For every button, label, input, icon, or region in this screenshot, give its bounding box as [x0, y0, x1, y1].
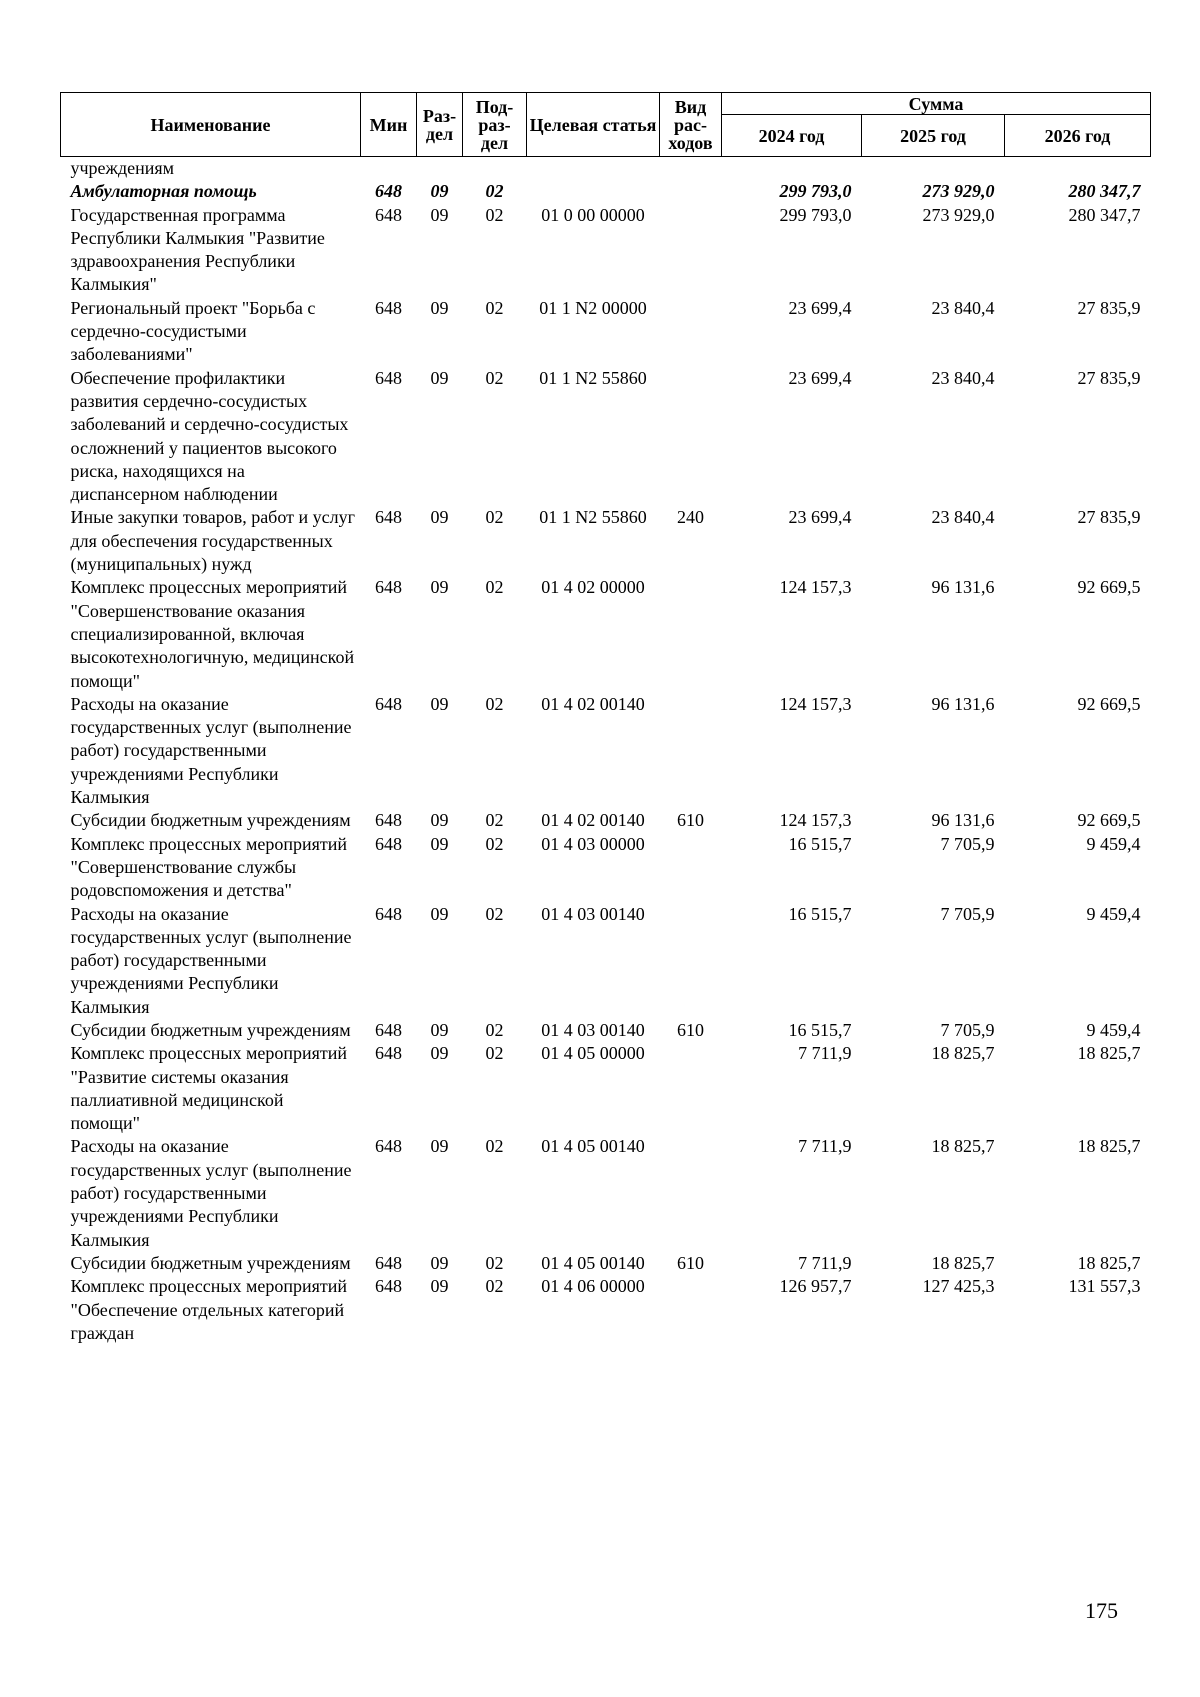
- cell-name: Иные закупки товаров, работ и услуг для обеспечения государственных (муниципальных) нужд: [70, 507, 355, 575]
- cell-podrazdel: 02: [485, 204, 504, 225]
- cell-podrazdel: 02: [485, 297, 504, 318]
- cell-2025: 127 425,3: [922, 1276, 995, 1297]
- cell-2024: 7 711,9: [798, 1252, 852, 1273]
- cell-2025: 7 705,9: [940, 1019, 995, 1040]
- cell-2026: 92 669,5: [1077, 577, 1141, 598]
- cell-podrazdel: 02: [485, 577, 504, 598]
- cell-name: Региональный проект "Борьба с сердечно-сосудистыми заболеваниями": [70, 297, 316, 365]
- cell-vid: 610: [677, 810, 704, 831]
- table-row: [61, 367, 1151, 507]
- cell-celevaya: [527, 180, 660, 203]
- header-celevaya: Целевая статья: [527, 93, 660, 157]
- table-header: [61, 93, 1151, 157]
- cell-vid: [660, 297, 722, 367]
- cell-min: 648: [375, 1136, 402, 1157]
- cell-razdel: [417, 157, 463, 181]
- cell-2024: 23 699,4: [788, 507, 852, 528]
- cell-2025: 18 825,7: [931, 1136, 995, 1157]
- cell-celevaya: 01 1 N2 55860: [539, 367, 647, 388]
- table-row: [61, 1019, 1151, 1042]
- cell-name: Субсидии бюджетным учреждениям: [70, 1019, 351, 1040]
- header-razdel: Раз-дел: [417, 93, 463, 157]
- cell-razdel: 09: [430, 1276, 449, 1297]
- cell-min: 648: [375, 577, 402, 598]
- cell-2026: 18 825,7: [1077, 1043, 1141, 1064]
- cell-2025: 23 840,4: [931, 367, 995, 388]
- cell-min: 648: [375, 297, 402, 318]
- cell-2025: 96 131,6: [931, 577, 995, 598]
- table-row: [61, 1135, 1151, 1251]
- cell-vid: [660, 367, 722, 507]
- cell-razdel: 09: [430, 507, 449, 528]
- cell-podrazdel: 02: [485, 507, 504, 528]
- cell-celevaya: 01 4 05 00000: [541, 1043, 645, 1064]
- cell-2024: 7 711,9: [798, 1136, 852, 1157]
- header-2026: 2026 год: [1005, 115, 1151, 157]
- cell-2025: 23 840,4: [931, 507, 995, 528]
- cell-celevaya: 01 4 03 00000: [541, 833, 645, 854]
- cell-razdel: 09: [430, 810, 449, 831]
- cell-2024: 124 157,3: [779, 810, 852, 831]
- cell-min: 648: [375, 1252, 402, 1273]
- cell-vid: [660, 180, 722, 203]
- cell-2026: 131 557,3: [1068, 1276, 1141, 1297]
- cell-name: Государственная программа Республики Калмыкия "Развитие здравоохранения Республики Калмыкия": [70, 204, 325, 295]
- cell-min: 648: [375, 1276, 402, 1297]
- cell-razdel: 09: [430, 1252, 449, 1273]
- table-row: [61, 297, 1151, 367]
- page-number: 175: [1085, 1598, 1118, 1623]
- cell-2026: 280 347,7: [1068, 181, 1141, 202]
- table-row: [61, 1252, 1151, 1275]
- cell-2025: 273 929,0: [922, 181, 995, 202]
- cell-razdel: 09: [430, 577, 449, 598]
- cell-min: 648: [375, 903, 402, 924]
- cell-2024: 16 515,7: [788, 1019, 852, 1040]
- table-row: [61, 693, 1151, 809]
- cell-vid: [660, 1135, 722, 1251]
- cell-2026: 18 825,7: [1077, 1252, 1141, 1273]
- cell-2026: 92 669,5: [1077, 693, 1141, 714]
- cell-name: Расходы на оказание государственных услуг (выполнение работ) государственными учреждениями Республики Калмыкия: [70, 903, 352, 1017]
- cell-2026: [1005, 157, 1151, 181]
- cell-2024: 23 699,4: [788, 297, 852, 318]
- cell-name: Субсидии бюджетным учреждениям: [70, 1252, 351, 1273]
- table-row: [61, 833, 1151, 903]
- cell-2025: 18 825,7: [931, 1252, 995, 1273]
- table-row: [61, 809, 1151, 832]
- cell-podrazdel: 02: [485, 693, 504, 714]
- cell-2024: [722, 157, 862, 181]
- cell-celevaya: 01 4 06 00000: [541, 1276, 645, 1297]
- cell-name: Комплекс процессных мероприятий "Обеспечение отдельных категорий граждан: [70, 1276, 348, 1343]
- cell-razdel: 09: [430, 903, 449, 924]
- cell-2024: 23 699,4: [788, 367, 852, 388]
- cell-vid: [660, 157, 722, 181]
- cell-min: [361, 157, 417, 181]
- cell-podrazdel: 02: [485, 181, 504, 202]
- cell-2025: 273 929,0: [922, 204, 995, 225]
- cell-2025: 96 131,6: [931, 810, 995, 831]
- table-row: [61, 1042, 1151, 1135]
- cell-razdel: 09: [430, 1136, 449, 1157]
- cell-razdel: 09: [430, 1019, 449, 1040]
- cell-celevaya: 01 4 03 00140: [541, 1019, 645, 1040]
- table-row: [61, 506, 1151, 576]
- cell-min: 648: [375, 181, 402, 202]
- cell-2025: 23 840,4: [931, 297, 995, 318]
- cell-celevaya: 01 4 02 00000: [541, 577, 645, 598]
- cell-vid: [660, 576, 722, 692]
- cell-min: 648: [375, 810, 402, 831]
- cell-2024: 16 515,7: [788, 833, 852, 854]
- cell-min: 648: [375, 833, 402, 854]
- cell-name: Субсидии бюджетным учреждениям: [70, 810, 351, 831]
- header-name: Наименование: [61, 93, 361, 157]
- cell-2026: 280 347,7: [1068, 204, 1141, 225]
- cell-2024: 124 157,3: [779, 693, 852, 714]
- cell-vid: 240: [677, 507, 704, 528]
- cell-razdel: 09: [430, 297, 449, 318]
- cell-celevaya: 01 1 N2 00000: [539, 297, 647, 318]
- cell-2024: 16 515,7: [788, 903, 852, 924]
- cell-vid: [660, 1042, 722, 1135]
- table-row: [61, 157, 1151, 181]
- cell-2026: 18 825,7: [1077, 1136, 1141, 1157]
- cell-razdel: 09: [430, 1043, 449, 1064]
- cell-2025: 96 131,6: [931, 693, 995, 714]
- header-summa: Сумма: [722, 93, 1151, 115]
- cell-min: 648: [375, 507, 402, 528]
- cell-podrazdel: 02: [485, 903, 504, 924]
- cell-2026: 92 669,5: [1077, 810, 1141, 831]
- cell-2026: 27 835,9: [1077, 507, 1141, 528]
- cell-2024: 124 157,3: [779, 577, 852, 598]
- cell-celevaya: 01 4 05 00140: [541, 1252, 645, 1273]
- cell-name: Комплекс процессных мероприятий "Совершенствование оказания специализированной, включая высокотехнологичную, медицинской помощи": [70, 577, 355, 691]
- table-body: [61, 157, 1151, 1346]
- cell-podrazdel: 02: [485, 810, 504, 831]
- cell-podrazdel: 02: [485, 1252, 504, 1273]
- cell-celevaya: [527, 157, 660, 181]
- cell-vid: [660, 693, 722, 809]
- cell-celevaya: 01 4 02 00140: [541, 810, 645, 831]
- cell-name: Комплекс процессных мероприятий "Развитие системы оказания паллиативной медицинской помощи": [70, 1043, 348, 1134]
- cell-celevaya: 01 4 03 00140: [541, 903, 645, 924]
- cell-2025: [862, 157, 1005, 181]
- cell-podrazdel: 02: [485, 1276, 504, 1297]
- cell-vid: [660, 204, 722, 297]
- cell-2026: 9 459,4: [1086, 1019, 1141, 1040]
- cell-2026: 9 459,4: [1086, 833, 1141, 854]
- cell-min: 648: [375, 1019, 402, 1040]
- cell-podrazdel: 02: [485, 833, 504, 854]
- cell-razdel: 09: [430, 204, 449, 225]
- cell-min: 648: [375, 204, 402, 225]
- cell-podrazdel: 02: [485, 367, 504, 388]
- cell-min: 648: [375, 693, 402, 714]
- cell-2025: 7 705,9: [940, 903, 995, 924]
- table-row: [61, 903, 1151, 1019]
- cell-razdel: 09: [430, 181, 449, 202]
- cell-podrazdel: [463, 157, 527, 181]
- cell-celevaya: 01 4 02 00140: [541, 693, 645, 714]
- cell-celevaya: 01 1 N2 55860: [539, 507, 647, 528]
- cell-name: учреждениям: [70, 158, 175, 178]
- cell-razdel: 09: [430, 693, 449, 714]
- table-row: [61, 180, 1151, 203]
- cell-celevaya: 01 4 05 00140: [541, 1136, 645, 1157]
- cell-2024: 299 793,0: [779, 181, 852, 202]
- cell-2025: 18 825,7: [931, 1043, 995, 1064]
- cell-2024: 7 711,9: [798, 1043, 852, 1064]
- cell-2024: 299 793,0: [779, 204, 852, 225]
- cell-vid: [660, 1275, 722, 1345]
- cell-min: 648: [375, 1043, 402, 1064]
- cell-vid: [660, 903, 722, 1019]
- document-page: [60, 92, 1150, 1345]
- header-podrazdel: Под-раз-дел: [463, 93, 527, 157]
- table-row: [61, 1275, 1151, 1345]
- cell-name: Обеспечение профилактики развития сердечно-сосудистых заболеваний и сердечно-сосудистых осложнений у пациентов высокого риска, находящихся на диспансерном наблюдении: [70, 367, 349, 505]
- cell-vid: 610: [677, 1252, 704, 1273]
- cell-podrazdel: 02: [485, 1019, 504, 1040]
- cell-2026: 9 459,4: [1086, 903, 1141, 924]
- cell-celevaya: 01 0 00 00000: [541, 204, 645, 225]
- header-vid: Вид рас-ходов: [660, 93, 722, 157]
- budget-table: [60, 92, 1151, 1345]
- table-row: [61, 576, 1151, 692]
- header-2024: 2024 год: [722, 115, 862, 157]
- cell-2026: 27 835,9: [1077, 367, 1141, 388]
- header-min: Мин: [361, 93, 417, 157]
- cell-name: Амбулаторная помощь: [70, 181, 257, 202]
- cell-min: 648: [375, 367, 402, 388]
- cell-2025: 7 705,9: [940, 833, 995, 854]
- table-row: [61, 204, 1151, 297]
- cell-2026: 27 835,9: [1077, 297, 1141, 318]
- cell-name: Расходы на оказание государственных услуг (выполнение работ) государственными учреждениями Республики Калмыкия: [70, 1136, 352, 1250]
- cell-razdel: 09: [430, 367, 449, 388]
- cell-podrazdel: 02: [485, 1043, 504, 1064]
- cell-name: Комплекс процессных мероприятий "Совершенствование службы родовспоможения и детства": [70, 833, 348, 901]
- cell-2024: 126 957,7: [779, 1276, 852, 1297]
- cell-vid: [660, 833, 722, 903]
- cell-name: Расходы на оказание государственных услуг (выполнение работ) государственными учреждениями Республики Калмыкия: [70, 693, 352, 808]
- cell-vid: 610: [677, 1019, 704, 1040]
- header-2025: 2025 год: [862, 115, 1005, 157]
- cell-razdel: 09: [430, 833, 449, 854]
- cell-podrazdel: 02: [485, 1136, 504, 1157]
